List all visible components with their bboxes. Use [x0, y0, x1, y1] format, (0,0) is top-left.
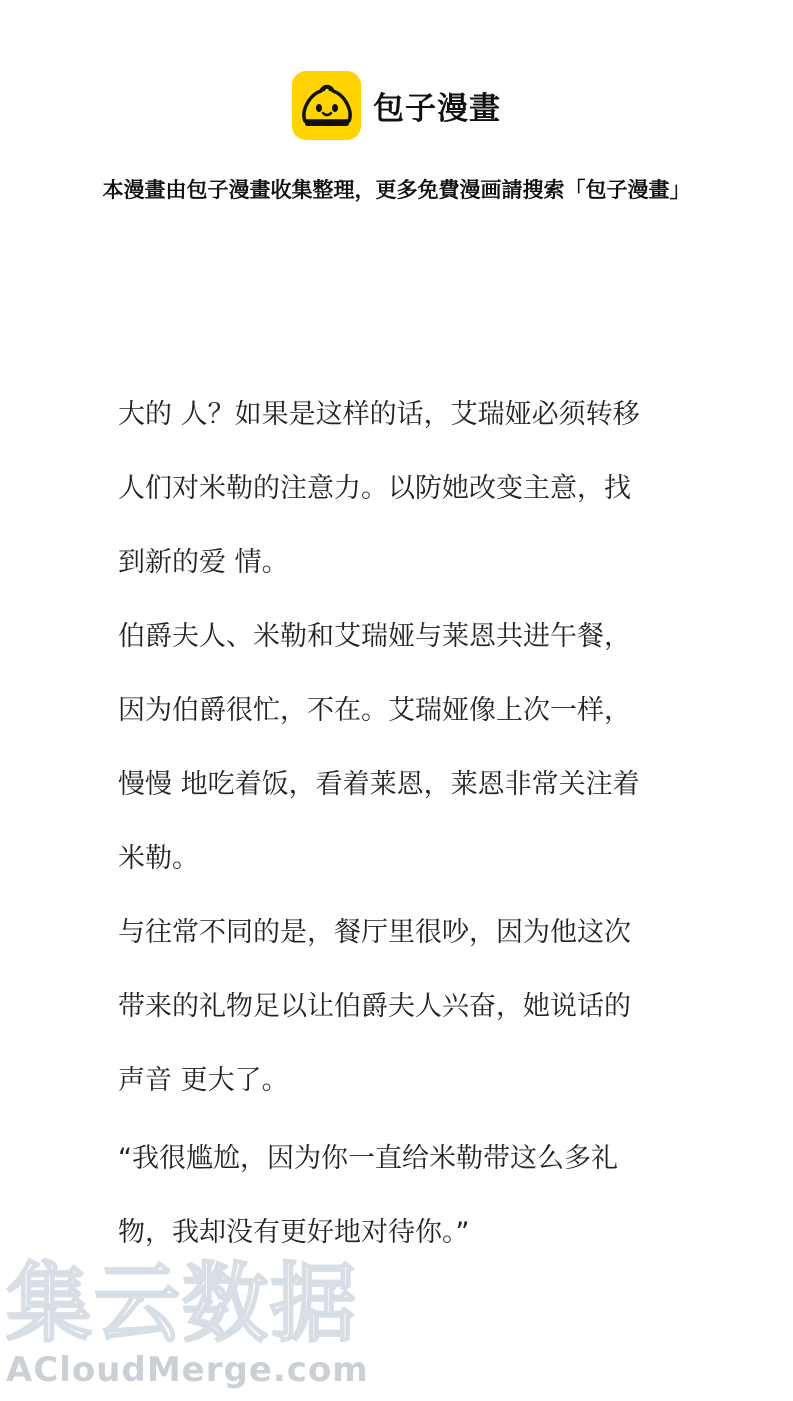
steamed-bun-logo-icon: [292, 71, 361, 140]
source-notice: 本漫畫由包子漫畫收集整理，更多免費漫画請搜索「包子漫畫」: [102, 178, 691, 202]
text-line: 到新的爱 情。: [118, 547, 289, 578]
text-line: 带来的礼物足以让伯爵夫人兴奋，她说话的: [118, 991, 631, 1022]
brand-header: [292, 71, 501, 140]
text-line: 声音 更大了。: [118, 1065, 289, 1096]
text-line: 慢慢 地吃着饭，看着莱恩，莱恩非常关注着: [118, 769, 640, 800]
text-line: 米勒。: [118, 843, 199, 874]
watermark-cn-text: 集云数据: [6, 1254, 358, 1354]
text-line: 与往常不同的是，餐厅里很吵，因为他这次: [118, 917, 631, 948]
watermark-en-text: ACloudMerge.com: [6, 1350, 369, 1390]
watermark: [6, 1254, 386, 1390]
text-line: 人们对米勒的注意力。以防她改变主意，找: [118, 473, 631, 504]
story-text: [118, 378, 688, 1270]
text-line: “我很尴尬，因为你一直给米勒带这么多礼: [118, 1143, 618, 1174]
text-line: 因为伯爵很忙，不在。艾瑞娅像上次一样，: [118, 695, 631, 726]
text-line: 大的 人？如果是这样的话，艾瑞娅必须转移: [118, 399, 640, 430]
bun-face-icon: [299, 81, 355, 131]
text-line: 物，我却没有更好地对待你。”: [118, 1217, 470, 1248]
text-line: 伯爵夫人、米勒和艾瑞娅与莱恩共进午餐，: [118, 621, 631, 652]
brand-name: 包子漫畫: [373, 91, 501, 127]
